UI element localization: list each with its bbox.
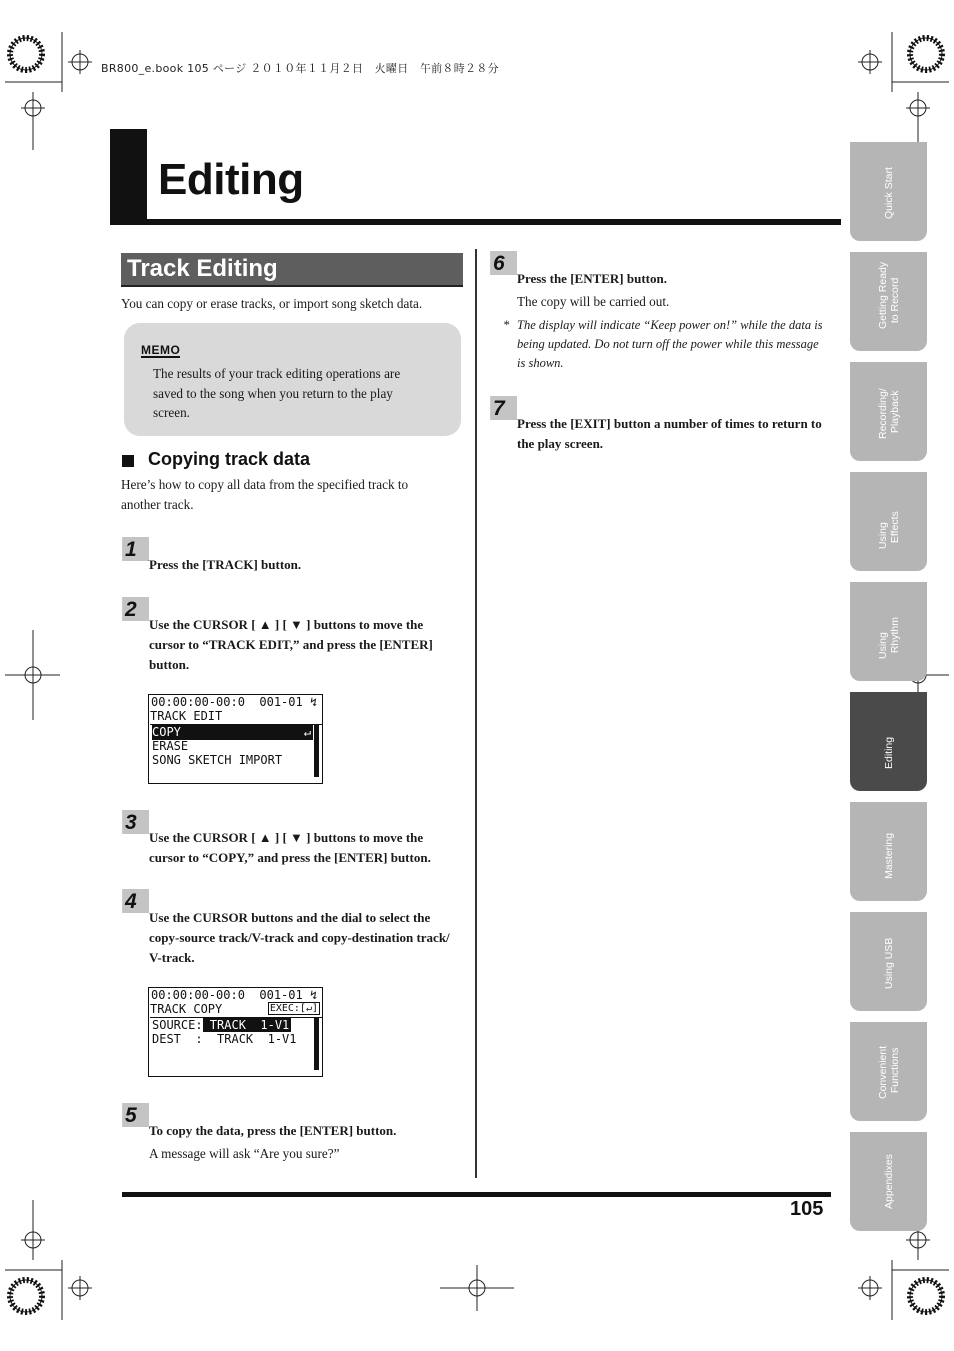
tab-label-wrap: [850, 1022, 927, 1121]
tab-label: Quick Start: [882, 167, 895, 219]
enter-icon: ↵: [303, 725, 311, 739]
memo-text: [153, 364, 400, 423]
step-number: 5: [125, 1104, 137, 1127]
step-line: cursor to “TRACK EDIT,” and press the [ENTER]: [149, 636, 433, 652]
footer-rule: [122, 1192, 831, 1197]
step-number: 6: [493, 252, 505, 275]
tab-label: Using USB: [882, 937, 895, 989]
tab-label: Using Rhythm: [876, 616, 901, 659]
exec-badge: EXEC:[↵]: [269, 1003, 318, 1014]
step-line: Use the CURSOR [ ▲ ] [ ▼ ] buttons to move the: [149, 830, 424, 845]
tab-convenient-functions[interactable]: [850, 1022, 927, 1121]
step-5-text: [149, 1121, 396, 1141]
subsection-intro: [121, 475, 408, 514]
tab-label-wrap: [850, 142, 927, 241]
tab-label-wrap: [850, 1132, 927, 1231]
power-icon: ↯: [309, 695, 318, 709]
asterisk-mark: *: [503, 318, 510, 332]
step-6-caution: [517, 316, 823, 373]
caution-line: is shown.: [517, 356, 564, 370]
step-line: the play screen.: [517, 435, 604, 451]
subheading-bullet: [122, 455, 134, 467]
step-number: 2: [125, 598, 137, 621]
chapter-title-block: [110, 129, 147, 224]
memo-line: saved to the song when you return to the play: [153, 385, 393, 401]
step-2-text: [149, 615, 433, 674]
tab-label-wrap: [850, 362, 927, 461]
section-title: Track Editing: [127, 255, 278, 282]
tab-label: Getting Ready to Record: [876, 261, 901, 329]
lcd-source-label: SOURCE:: [152, 1018, 203, 1032]
lcd-status-row: [151, 988, 317, 1003]
lcd-source-value: TRACK 1-V1: [202, 1018, 290, 1032]
tab-label: Mastering: [882, 832, 895, 879]
subsection-line: Here’s how to copy all data from the specified track to: [121, 477, 409, 492]
lcd-track-copy-screen: [148, 987, 323, 1077]
lcd-source-row: [152, 1018, 291, 1033]
step-line: To copy the data, press the [ENTER] button.: [149, 1123, 397, 1138]
step-3-text: [149, 828, 431, 868]
intro-text: You can copy or erase tracks, or import song sketch data.: [121, 296, 423, 311]
caution-line: The display will indicate “Keep power on!” while the data is: [517, 318, 823, 332]
lcd-time: 00:00:00-00:0 001-01: [151, 695, 310, 709]
tab-label-wrap: [850, 252, 927, 351]
step-number: 1: [125, 538, 137, 561]
tab-label: Editing: [882, 736, 895, 769]
tab-using-usb[interactable]: [850, 912, 927, 1011]
tab-using-rhythm[interactable]: [850, 582, 927, 681]
lcd-menu-copy: [152, 725, 313, 740]
step-line: Press the [ENTER] button.: [517, 271, 667, 286]
step-5-note: A message will ask “Are you sure?”: [149, 1146, 340, 1161]
step-number: 3: [125, 811, 137, 834]
lcd-status-row: [151, 695, 317, 710]
lcd-title-row: TRACK EDIT: [150, 709, 322, 725]
lcd-menu-erase: ERASE: [152, 739, 189, 753]
step-6-note: The copy will be carried out.: [517, 294, 670, 309]
step-line: Press the [EXIT] button a number of times to return to: [517, 416, 822, 431]
tab-label-wrap: [850, 472, 927, 571]
print-metadata: BR800_e.book 105 ページ ２０１０年１１月２日 火曜日 午前８時２８分: [101, 62, 499, 75]
step-number: 4: [125, 890, 137, 913]
chapter-title: Editing: [158, 155, 304, 204]
tab-label-wrap: [850, 582, 927, 681]
lcd-time: 00:00:00-00:0 001-01: [151, 988, 310, 1002]
step-line: Use the CURSOR buttons and the dial to select the: [149, 910, 431, 925]
step-4-text: [149, 908, 450, 967]
tab-label: Using Effects: [876, 511, 901, 549]
step-number: 7: [493, 397, 505, 420]
step-6-text: [517, 269, 667, 289]
tab-quick-start[interactable]: [850, 142, 927, 241]
power-icon: ↯: [309, 988, 318, 1002]
step-line: Press the [TRACK] button.: [149, 557, 302, 572]
tab-label: Recording/ Playback: [876, 388, 901, 439]
lcd-menu-song-sketch-import: SONG SKETCH IMPORT: [152, 753, 283, 767]
lcd-scrollbar: [314, 725, 319, 777]
tab-label: Appendixes: [882, 1154, 895, 1209]
lcd-title: TRACK COPY: [150, 1002, 223, 1016]
step-line: copy-source track/V-track and copy-destination track/: [149, 929, 450, 945]
tab-label: Convenient Functions: [876, 1045, 901, 1099]
caution-line: being updated. Do not turn off the power while this message: [517, 337, 819, 351]
tab-label-wrap: [850, 802, 927, 901]
page-number: 105: [790, 1198, 824, 1220]
step-line: Use the CURSOR [ ▲ ] [ ▼ ] buttons to move the: [149, 617, 424, 632]
lcd-dest-row: DEST : TRACK 1-V1: [152, 1032, 297, 1046]
tab-mastering[interactable]: [850, 802, 927, 901]
step-line: V-track.: [149, 949, 195, 965]
lcd-menu-copy-label: COPY: [152, 725, 181, 739]
tab-label-wrap: [850, 692, 927, 791]
step-7-text: [517, 414, 822, 454]
tab-editing[interactable]: [850, 692, 927, 791]
column-divider: [475, 249, 477, 1178]
tab-label-wrap: [850, 912, 927, 1011]
lcd-scrollbar: [314, 1018, 319, 1070]
tab-using-effects[interactable]: [850, 472, 927, 571]
lcd-title-row: [150, 1002, 322, 1018]
subsection-title: Copying track data: [148, 449, 311, 469]
chapter-title-rule: [110, 219, 841, 225]
subsection-line: another track.: [121, 496, 194, 512]
memo-line: The results of your track editing operations are: [153, 366, 401, 381]
memo-line: screen.: [153, 405, 190, 420]
tab-recording-playback[interactable]: [850, 362, 927, 461]
tab-getting-ready[interactable]: [850, 252, 927, 351]
tab-appendixes[interactable]: [850, 1132, 927, 1231]
memo-label: MEMO: [141, 343, 181, 357]
step-line: button.: [149, 656, 190, 672]
step-line: cursor to “COPY,” and press the [ENTER] button.: [149, 849, 431, 865]
step-1-text: [149, 555, 301, 575]
lcd-track-edit-screen: [148, 694, 323, 784]
